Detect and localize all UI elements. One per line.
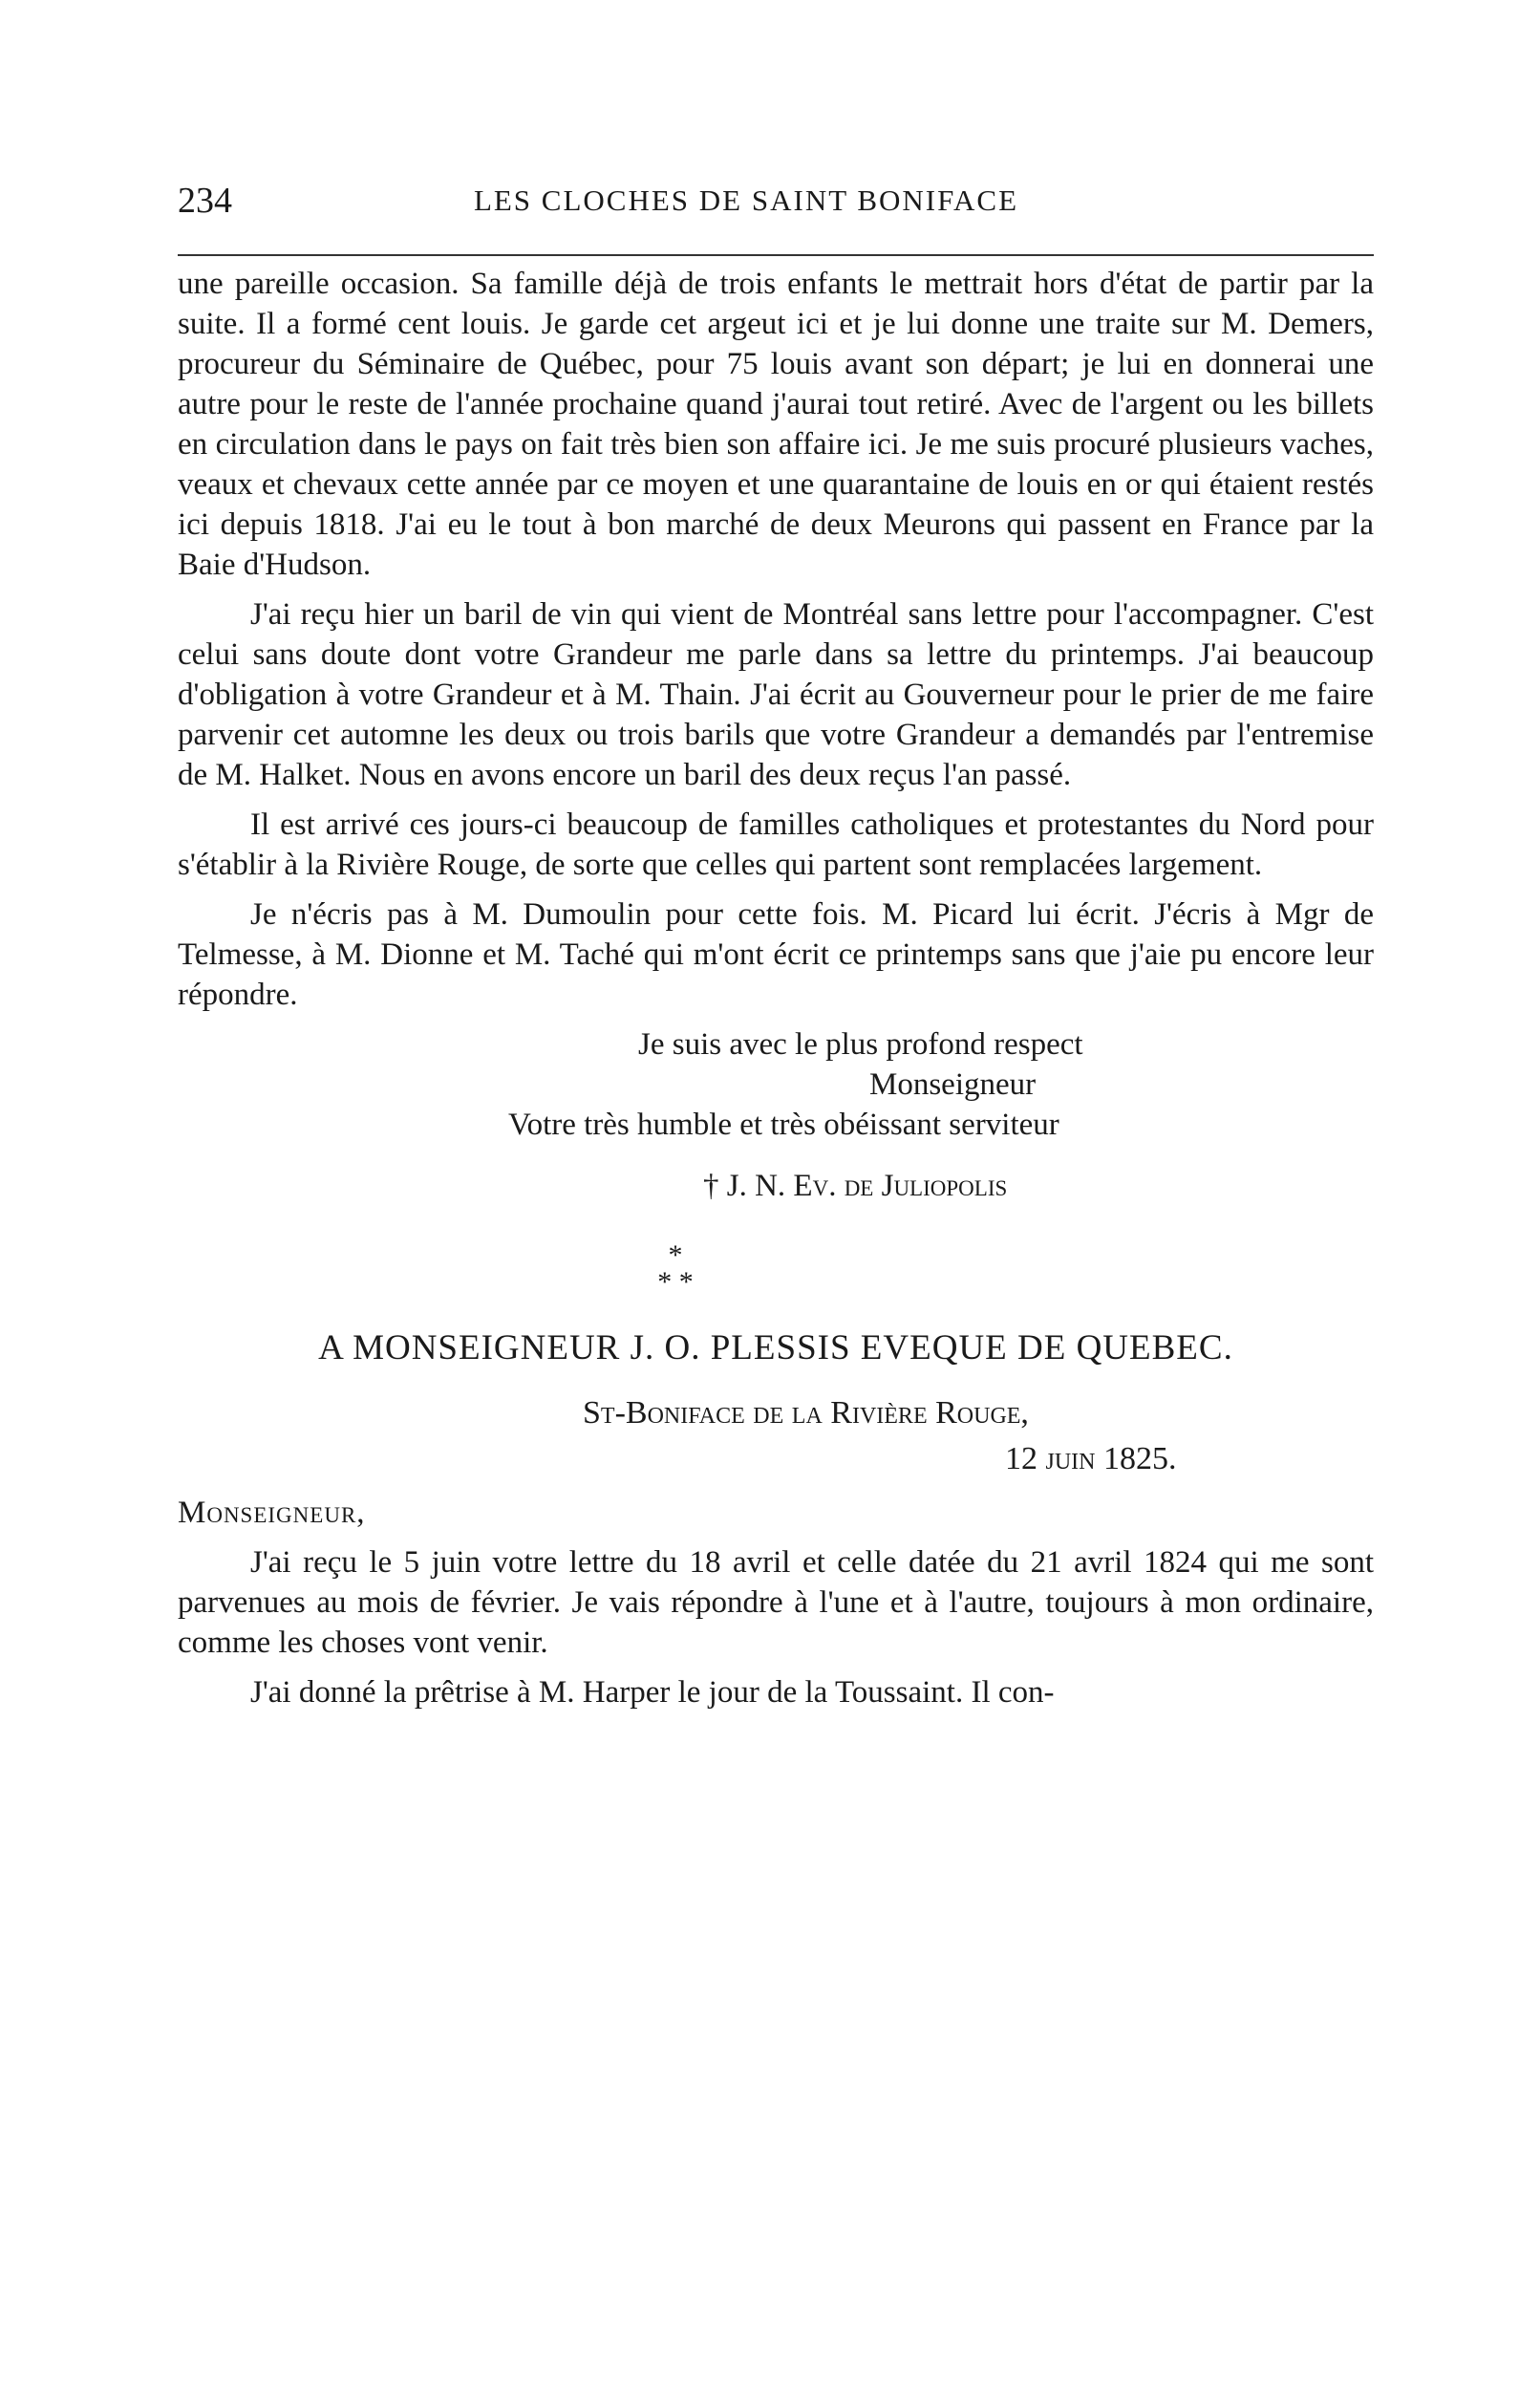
paragraph: une pareille occasion. Sa famille déjà de trois enfants le mettrait hors d'état de partir par la suite. Il a formé cent louis. Je garde cet argeut ici et je lui donne une traite sur M. Demers, procureur du Séminaire de Québec, pour 75 louis avant son départ; je lui en donnerai une autre pour le reste de l'année prochaine quand j'aurai tout retiré. Avec de l'argent ou les billets en circulation dans le pays on fait très bien son affaire ici. Je me suis procuré plusieurs vaches, veaux et chevaux cette année par ce moyen et une quarantaine de louis en or qui étaient restés ici depuis 1818. J'ai eu le tout à bon marché de deux Meurons qui passent en France par la Baie d'Hudson.	[178, 267, 1374, 582]
paragraph: J'ai donné la prêtrise à M. Harper le jour de la Toussaint. Il con-	[250, 1675, 1055, 1710]
page-number: 234	[178, 181, 232, 221]
closing-servant: Votre très humble et très obéissant serviteur	[508, 1108, 1059, 1142]
page-header	[178, 174, 1372, 231]
date-month: juin	[1045, 1441, 1096, 1476]
date-year: 1825.	[1103, 1441, 1177, 1476]
salutation: Monseigneur,	[178, 1496, 366, 1530]
header-rule	[178, 254, 1374, 256]
paragraph: J'ai reçu hier un baril de vin qui vient de Montréal sans lettre pour l'accompagner. C'est celui sans doute dont votre Grandeur me parle dans sa lettre du printemps. J'ai beaucoup d'obligation à votre Grandeur et à M. Thain. J'ai écrit au Gouverneur pour le prier de me faire parvenir cet automne les deux ou trois barils que votre Grandeur a demandés par l'entremise de M. Halket. Nous en avons encore un baril des deux reçus l'an passé.	[178, 597, 1374, 792]
date-day: 12	[1005, 1441, 1037, 1476]
paragraph: J'ai reçu le 5 juin votre lettre du 18 avril et celle datée du 21 avril 1824 qui me sont parvenues au mois de février. Je vais répondre à l'une et à l'autre, toujours à mon ordinaire, comme les choses vont venir.	[178, 1545, 1374, 1660]
section-separator	[178, 1239, 1374, 1298]
separator-star-top: *	[668, 1239, 683, 1271]
paragraph: Je n'écris pas à M. Dumoulin pour cette fois. M. Picard lui écrit. J'écris à Mgr de Telmesse, à M. Dionne et M. Taché qui m'ont écrit ce printemps sans que j'aie pu encore leur répondre.	[178, 897, 1374, 1012]
letter-date	[178, 1439, 1374, 1479]
letter-place: St-Boniface de la Rivière Rouge,	[583, 1395, 1029, 1431]
separator-stars-bottom: * *	[657, 1266, 694, 1298]
signature: † J. N. Ev. de Juliopolis	[703, 1169, 1008, 1203]
letter-title: A MONSEIGNEUR J. O. PLESSIS EVEQUE DE QUEBEC.	[318, 1328, 1233, 1367]
running-title: LES CLOCHES DE SAINT BONIFACE	[473, 183, 1019, 217]
paragraph: Il est arrivé ces jours-ci beaucoup de familles catholiques et protestantes du Nord pour s'établir à la Rivière Rouge, de sorte que celles qui partent sont remplacées largement.	[178, 807, 1374, 882]
closing-formula: Je suis avec le plus profond respect	[638, 1027, 1083, 1062]
page-body	[178, 264, 1374, 1712]
closing-address: Monseigneur	[869, 1067, 1037, 1102]
